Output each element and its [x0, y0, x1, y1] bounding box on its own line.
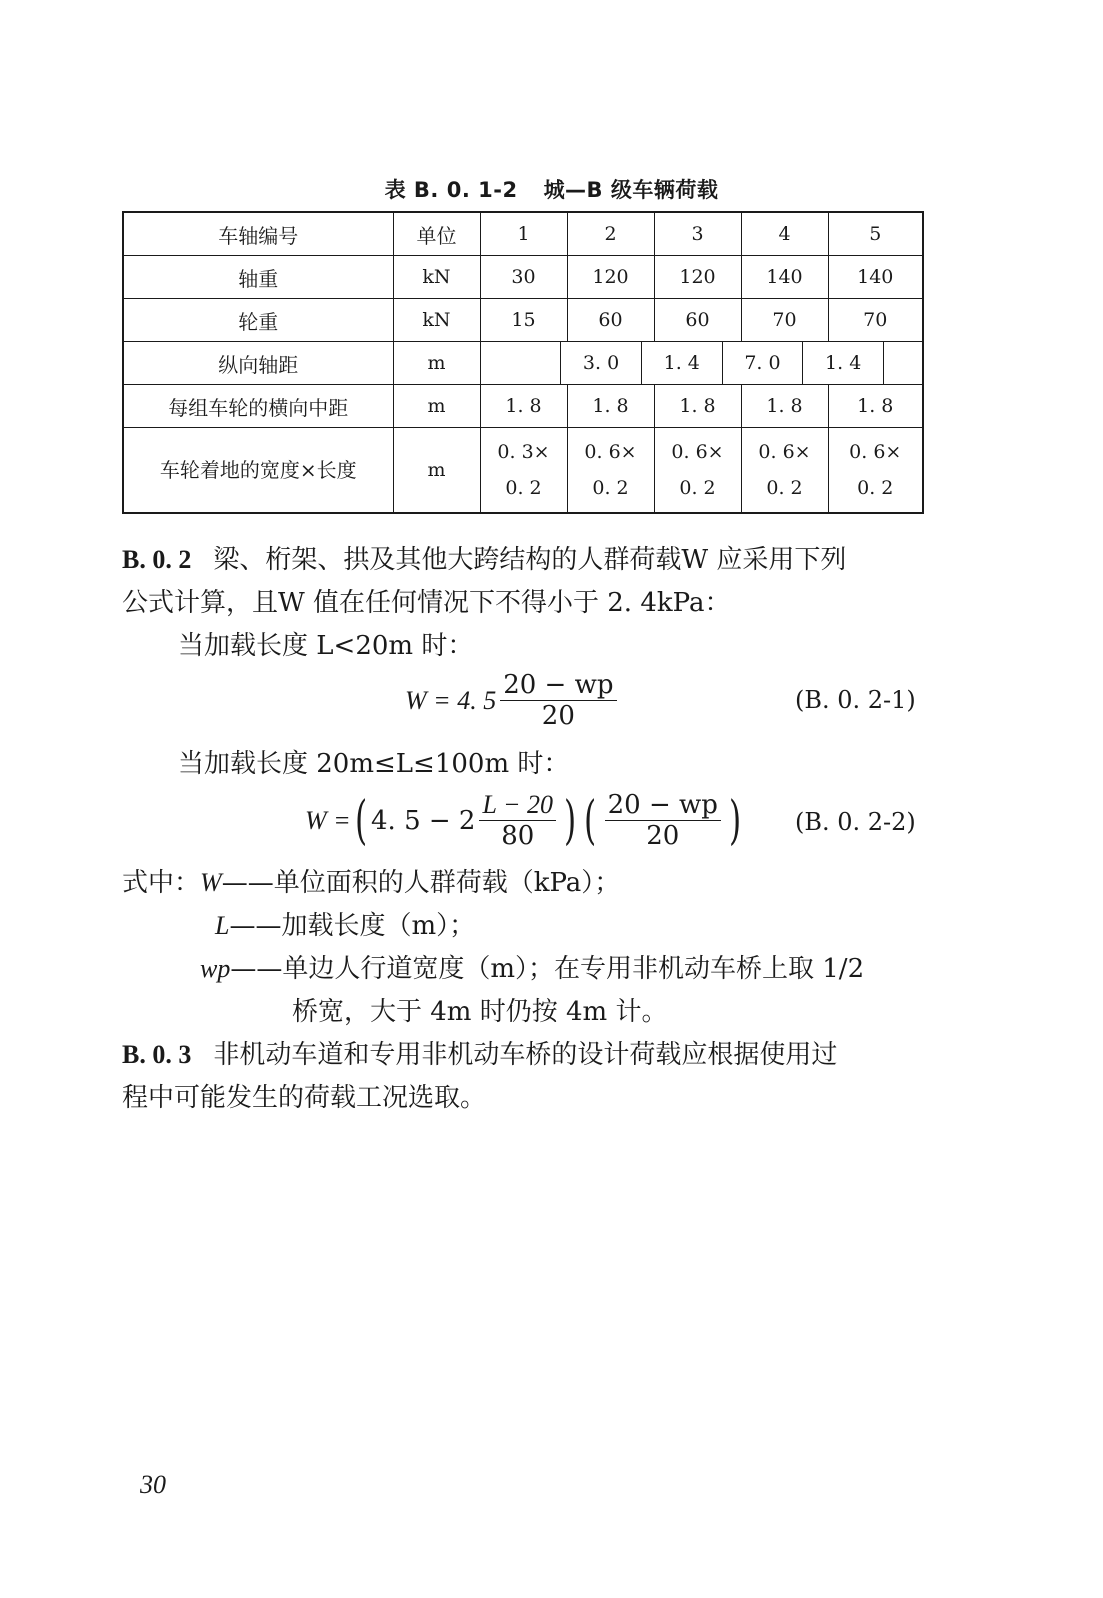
definition: ——加载长度（m）；: [229, 911, 476, 941]
condition-long-span: 当加载长度 20m≤L≤100m 时：: [178, 749, 570, 779]
symbol: wp: [200, 954, 231, 983]
header-cell: 2: [567, 212, 654, 256]
clause-b02-line1: [122, 539, 846, 581]
table-caption-title: 城—B 级车辆荷载: [543, 178, 719, 202]
table-cell: 1. 8: [567, 385, 654, 428]
fraction: [479, 790, 556, 851]
table-row: [123, 299, 923, 342]
clause-b03-line2: 程中可能发生的荷载工况选取。: [122, 1083, 487, 1113]
clause-number: B. 0. 2: [122, 545, 192, 574]
table-cell: [567, 428, 654, 514]
cell-line: 0. 2: [505, 477, 542, 499]
where-label: 式中：: [122, 868, 201, 898]
where-line-wp-continued: 桥宽，大于 4m 时仍按 4m 计。: [292, 997, 668, 1027]
formula-lhs: W =: [305, 805, 351, 835]
unit-cell: kN: [393, 256, 480, 299]
where-line-w: [122, 862, 620, 904]
cell-line: 0. 2: [679, 477, 716, 499]
fraction-numerator: L − 20: [479, 790, 556, 821]
spacing-blank: [481, 342, 561, 384]
fraction-denominator: 20: [541, 701, 575, 731]
cell-line: 0. 6×: [849, 441, 902, 463]
table-cell: 30: [480, 256, 567, 299]
unit-cell: m: [393, 342, 480, 385]
table-caption-number: 表 B. 0. 1-2: [384, 178, 518, 202]
row-label: 车轮着地的宽度×长度: [123, 428, 393, 514]
cell-line: 0. 2: [592, 477, 629, 499]
table-cell: [828, 428, 923, 514]
clause-text: 梁、桁架、拱及其他大跨结构的人群荷载W 应采用下列: [213, 545, 847, 575]
header-cell: 4: [741, 212, 828, 256]
cell-line: 0. 3×: [497, 441, 550, 463]
page-number: 30: [140, 1470, 166, 1499]
cell-line: 0. 6×: [758, 441, 811, 463]
cell-line: 0. 6×: [584, 441, 637, 463]
cell-line: 0. 6×: [671, 441, 724, 463]
formula-b02-2: [305, 790, 745, 851]
table-cell: [480, 428, 567, 514]
table-header-row: [123, 212, 923, 256]
axle-spacing-cell: [480, 342, 923, 385]
vehicle-load-table: [122, 211, 924, 514]
cell-line: 0. 2: [857, 477, 894, 499]
row-label: 每组车轮的横向中距: [123, 385, 393, 428]
equation-number: (B. 0. 2-2): [795, 808, 916, 836]
row-label: 轴重: [123, 256, 393, 299]
table-cell: 70: [828, 299, 923, 342]
table-cell: 60: [654, 299, 741, 342]
where-line-l: [215, 905, 475, 947]
formula-lhs: W = 4. 5: [405, 685, 497, 715]
table-row: [123, 385, 923, 428]
where-line-wp: [200, 948, 864, 990]
table-cell: 140: [741, 256, 828, 299]
header-cell: 车轴编号: [123, 212, 393, 256]
table-cell: 1. 8: [828, 385, 923, 428]
cell-line: 0. 2: [766, 477, 803, 499]
fraction-numerator: 20 − wp: [500, 670, 616, 701]
table-caption: [0, 174, 1103, 204]
table-cell: 60: [567, 299, 654, 342]
table-cell: 1. 8: [741, 385, 828, 428]
left-paren: (: [354, 790, 367, 851]
left-paren: (: [584, 790, 597, 851]
spacing-value: 1. 4: [802, 342, 883, 384]
table-row: [123, 256, 923, 299]
table-cell: 15: [480, 299, 567, 342]
spacing-value: 7. 0: [722, 342, 803, 384]
clause-text: 非机动车道和专用非机动车桥的设计荷载应根据使用过: [213, 1040, 838, 1070]
fraction-denominator: 80: [501, 821, 535, 851]
header-cell: 3: [654, 212, 741, 256]
table-row: [123, 428, 923, 514]
symbol: W: [200, 868, 222, 897]
row-label: 轮重: [123, 299, 393, 342]
fraction-numerator: 20 − wp: [605, 790, 721, 821]
fraction: [500, 670, 616, 731]
clause-b03-line1: [122, 1034, 837, 1076]
formula-inner: 4. 5 − 2: [371, 805, 476, 836]
spacing-value: 3. 0: [560, 342, 641, 384]
spacing-value: 1. 4: [641, 342, 722, 384]
right-paren: ): [728, 790, 742, 851]
equation-number: (B. 0. 2-1): [795, 686, 916, 714]
table-cell: 1. 8: [654, 385, 741, 428]
fraction: [605, 790, 721, 851]
unit-cell: m: [393, 428, 480, 514]
axle-spacing-strip: [481, 342, 923, 384]
unit-cell: m: [393, 385, 480, 428]
formula-b02-1: [405, 670, 621, 731]
table-cell: [741, 428, 828, 514]
table-cell: 120: [654, 256, 741, 299]
clause-number: B. 0. 3: [122, 1040, 192, 1069]
right-paren: ): [564, 790, 577, 851]
table-cell: 140: [828, 256, 923, 299]
clause-b02-line2: 公式计算，且W 值在任何情况下不得小于 2. 4kPa：: [122, 588, 731, 618]
header-cell: 1: [480, 212, 567, 256]
definition: ——单位面积的人群荷载（kPa）；: [221, 868, 621, 898]
header-cell: 5: [828, 212, 923, 256]
unit-cell: kN: [393, 299, 480, 342]
table-row: [123, 342, 923, 385]
row-label: 纵向轴距: [123, 342, 393, 385]
table-cell: 120: [567, 256, 654, 299]
header-cell: 单位: [393, 212, 480, 256]
spacing-blank: [883, 342, 922, 384]
table-cell: 70: [741, 299, 828, 342]
condition-short-span: 当加载长度 L<20m 时：: [178, 631, 474, 661]
table-cell: 1. 8: [480, 385, 567, 428]
table-cell: [654, 428, 741, 514]
fraction-denominator: 20: [646, 821, 680, 851]
definition: ——单边人行道宽度（m）；在专用非机动车桥上取 1/2: [230, 954, 865, 984]
symbol: L: [215, 911, 230, 940]
